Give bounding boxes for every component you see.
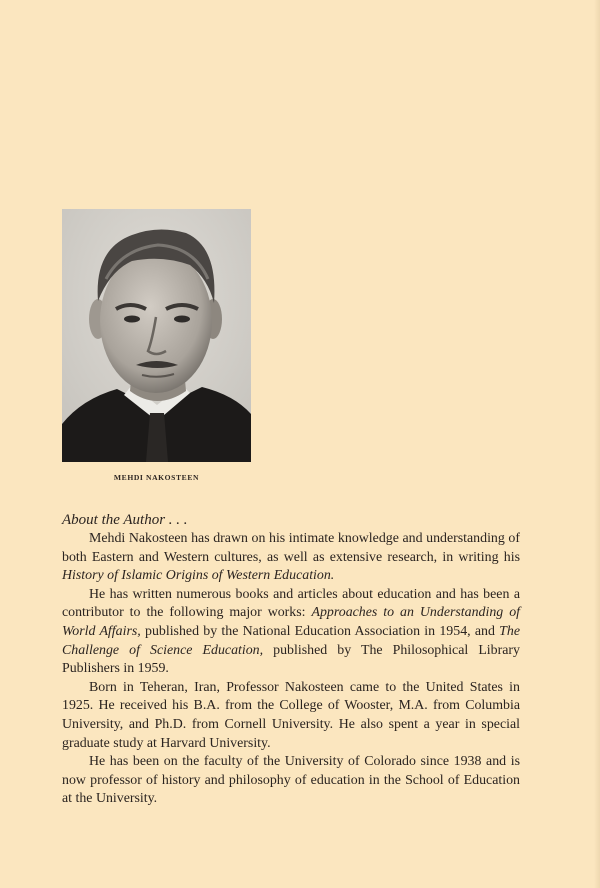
paragraph-2 bbox=[62, 586, 520, 679]
paragraph-1-text: Mehdi Nakosteen has drawn on his intimate knowledge and understanding of both Eastern and Western cultures, as well as extensive research, in writing his bbox=[62, 531, 520, 565]
about-body bbox=[62, 530, 520, 809]
paragraph-2-text-a: He has written numerous books and articles about education and has been a contributor to the following major works: bbox=[62, 586, 520, 621]
paragraph-1 bbox=[62, 530, 520, 586]
paragraph-4: He has been on the faculty of the University of Colorado since 1938 and is now professor of history and philosophy of education in the School of Education at the University. bbox=[62, 754, 520, 807]
book-title-challenge: The Challenge of Science Education, bbox=[62, 623, 521, 658]
author-portrait bbox=[62, 209, 251, 462]
about-heading: About the Author . . . bbox=[62, 512, 188, 528]
paragraph-3: Born in Teheran, Iran, Professor Nakosteen came to the United States in 1925. He received his B.A. from the College of Wooster, M.A. from Columbia University, and Ph.D. from Cornell University. He also spent a year in special graduate study at Harvard University. bbox=[62, 679, 520, 751]
paragraph-2-text-c: published by The Philosophical Library Publishers in 1959. bbox=[62, 642, 520, 677]
book-title-history: History of Islamic Origins of Western Education. bbox=[62, 568, 335, 584]
book-title-approaches: Approaches to an Understanding of World Affairs, bbox=[62, 605, 521, 639]
paragraph-2-text-b: published by the National Education Association in 1954, and bbox=[140, 623, 500, 639]
page-edge-shadow bbox=[594, 0, 600, 888]
portrait-caption: MEHDI NAKOSTEEN bbox=[113, 473, 200, 482]
